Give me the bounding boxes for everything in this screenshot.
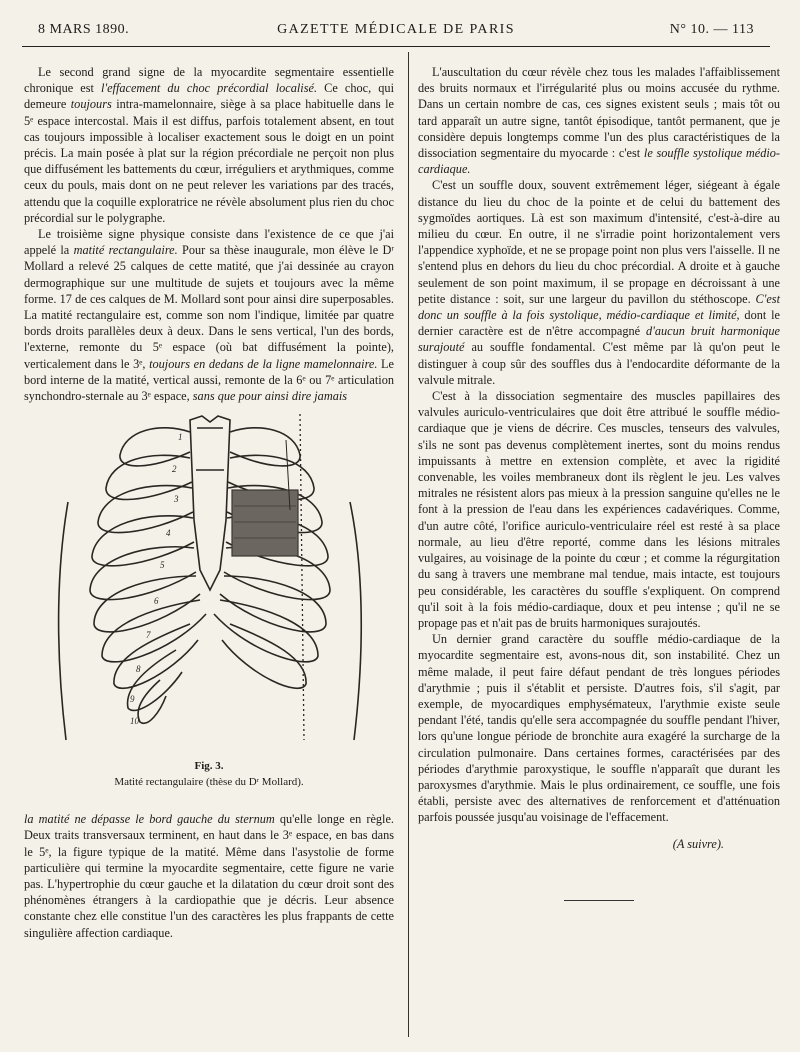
header-journal-title: GAZETTE MÉDICALE DE PARIS	[277, 22, 515, 37]
paragraph: la matité ne dépasse le bord gauche du sternum qu'elle longe en règle. Deux traits transversaux terminent, en haut dans le 3ᵉ espace, en bas dans le 5ᵉ, la figure typique de la matité. Même dans l'asystolie de forme particulière qui termine la myocardite segmentaire, cette figure ne varie pas. L'hypertrophie du cœur gauche et la dilatation du cœur droit sont des phénomènes étrangers à la cardiopathie que je décris. Leur absence constante chez elle constitue l'un des caractères les plus frappants de cette singulière affection cardiaque.	[24, 812, 394, 940]
body-contour-left	[59, 502, 68, 740]
figure-number: Fig. 3.	[194, 760, 224, 773]
paragraph: L'auscultation du cœur révèle chez tous les malades l'affaiblissement des bruits normaux et l'irrégularité plus ou moins accusée du rythme. Dans un certain nombre de cas, ces signes existent seuls ; mais tôt ou tard apparaît un autre signe, tantôt épisodique, tantôt permanent, que je considère depuis longtemps comme l'un des plus caractéristiques de la dissociation segmentaire du myocarde : c'est le souffle systolique médio-cardiaque.	[418, 65, 781, 177]
right-column	[418, 64, 780, 901]
right-ribs	[214, 428, 330, 688]
paragraph: Un dernier grand caractère du souffle médio-cardiaque de la myocardite segmentaire est, avons-nous dit, son instabilité. Chez un même malade, il peut faire défaut pendant de très longues périodes d'arythmie ; puis il s'établit et persiste. D'autres fois, s'il s'agit, par exemple, de myocardiques emphysémateux, l'arythmie existe seule pendant l'été, tandis qu'elle sera accompagnée du souffle pendant l'hiver, lors qu'une longue période de bronchite aura exagéré la surcharge de la circulation pulmonaire. Dans certaines formes, caractérisées par des périodes d'arythmie paroxystique, le souffle n'apparaît que durant les paroxysmes d'arythmie. Mais le plus ordinairement, ce souffle, une fois établi, persiste avec des alternatives de renforcement et d'atténuation parfois poussée jusqu'au voisinage de l'effacement.	[418, 632, 780, 825]
sternum	[190, 416, 230, 590]
page-header	[38, 22, 754, 40]
rib-number: 8	[136, 664, 141, 675]
header-issue-page: N° 10. — 113	[669, 22, 754, 37]
rib-number: 7	[146, 630, 151, 641]
rib-number: 10	[130, 716, 139, 727]
rib-cage-illustration	[50, 410, 370, 755]
rib-number: 3	[174, 494, 179, 505]
paragraph: Le second grand signe de la myocardite segmentaire essentielle chronique est l'effacement du choc précordial localisé. Ce choc, qui demeure toujours intra-mamelonnaire, siège à sa place habituelle dans le 5ᵉ espace intercostal. Mais il est diffus, parfois totalement absent, en tout cas toujours impossible à localiser exactement sous le doigt en un point précis. La main posée à plat sur la région précordiale ne perçoit non plus que diffusément les battements du cœur, irréguliers et arythmiques, comme ceux du pouls, mais dont on ne peut relever les variations par des tracés, attendu que la coquille exploratrice ne révèle absolument plus rien du choc précordial sur le polygraphe.	[24, 65, 394, 225]
rib-number: 4	[166, 528, 171, 539]
header-rule	[22, 46, 770, 47]
left-ribs	[90, 428, 206, 723]
body-contour-right	[350, 502, 361, 740]
rib-number: 1	[178, 432, 183, 443]
mammillary-line	[300, 414, 304, 740]
header-date: 8 MARS 1890.	[38, 22, 130, 37]
rib-number: 9	[130, 694, 135, 705]
left-column	[24, 64, 394, 941]
column-divider	[408, 52, 409, 1037]
paragraph: C'est à la dissociation segmentaire des muscles papillaires des valvules auriculo-ventriculaires que doit être attribué le souffle médio-cardiaque que je viens de décrire. Ces muscles, tenseurs des valvules, s'ils ne sont pas devenus complètement inertes, sont du moins rendus impuissants à mettre en extension complète, et avec la rigidité convenable, les voiles membraneux dont ils règlent le jeu. Les valves mitrales ne résistent alors pas mieux à la pression sanguine qu'elles ne le font à la pression de l'eau dans les expériences cadavériques. Comme, d'un autre côté, l'orifice auriculo-ventriculaire réel est resté à sa place normale, au lieu d'être reporté, comme dans les lésions mitrales vulgaires, au voisinage de la pointe du cœur ; et comme la régurgitation du sang à travers une membrane mal tendue, mais intacte, est toujours peu considérable, les caractères du souffle s'expliquent. On comprend qu'il soit à la fois médio-cardiaque, doux et peu intense ; qu'il ne se propage pas et n'ait pas de bruits harmoniques surajoutés.	[418, 389, 780, 630]
to-be-continued: (A suivre).	[672, 836, 724, 851]
figure-3	[24, 410, 394, 805]
rib-number: 6	[154, 596, 159, 607]
figure-caption: Matité rectangulaire (thèse du Dʳ Mollard).	[114, 776, 304, 789]
rib-number: 5	[160, 560, 165, 571]
end-rule	[564, 900, 634, 901]
paragraph: Le troisième signe physique consiste dans l'existence de ce que j'ai appelé la matité rectangulaire. Pour sa thèse inaugurale, mon élève le Dʳ Mollard a relevé 25 calques de cette matité, que j'ai dessinée au crayon dermographique sur une multitude de sujets et toujours avec la même forme. 17 de ces calques de M. Mollard sont pour ainsi dire superposables. La matité rectangulaire est, comme son nom l'indique, limitée par quatre bords droits parallèles deux à deux. Dans le sens vertical, l'un des bords, l'externe, remonte du 5ᵉ espace (où bat diffusément la pointe), verticalement dans le 3ᵉ, toujours en dedans de la ligne mamelonnaire. Le bord interne de la matité, vertical aussi, remonte de la 6ᵉ ou 7ᵉ articulation synchondro-sternale au 3ᵉ espace, sans que pour ainsi dire jamais	[24, 227, 395, 404]
rectangular-dullness-area	[232, 490, 298, 556]
rib-number: 2	[172, 464, 177, 475]
paragraph: C'est un souffle doux, souvent extrêmement léger, siégeant à égale distance du lieu du choc de la pointe et de celui du battement des sygmoïdes aortiques. Là est son maximum d'intensité, c'est-à-dire au milieu du cœur. En outre, il ne s'irradie point horizontalement vers l'appendice xyphoïde, et ne se propage point non plus vers l'aisselle. Il ne s'entend plus en dehors du lieu du choc précordial. A droite et à gauche seulement de son point maximum, il se propage en décroissant à une petite distance : soit, sur une largeur du pavillon du stéthoscope. C'est donc un souffle à la fois systolique, médio-cardiaque et limité, dont le dernier caractère est de n'être accompagné d'aucun bruit harmonique surajouté au souffle fondamental. C'est même par là qu'on peut le distinguer à coup sûr des souffles dus à l'endocardite déformante de la valvule mitrale.	[418, 178, 781, 387]
